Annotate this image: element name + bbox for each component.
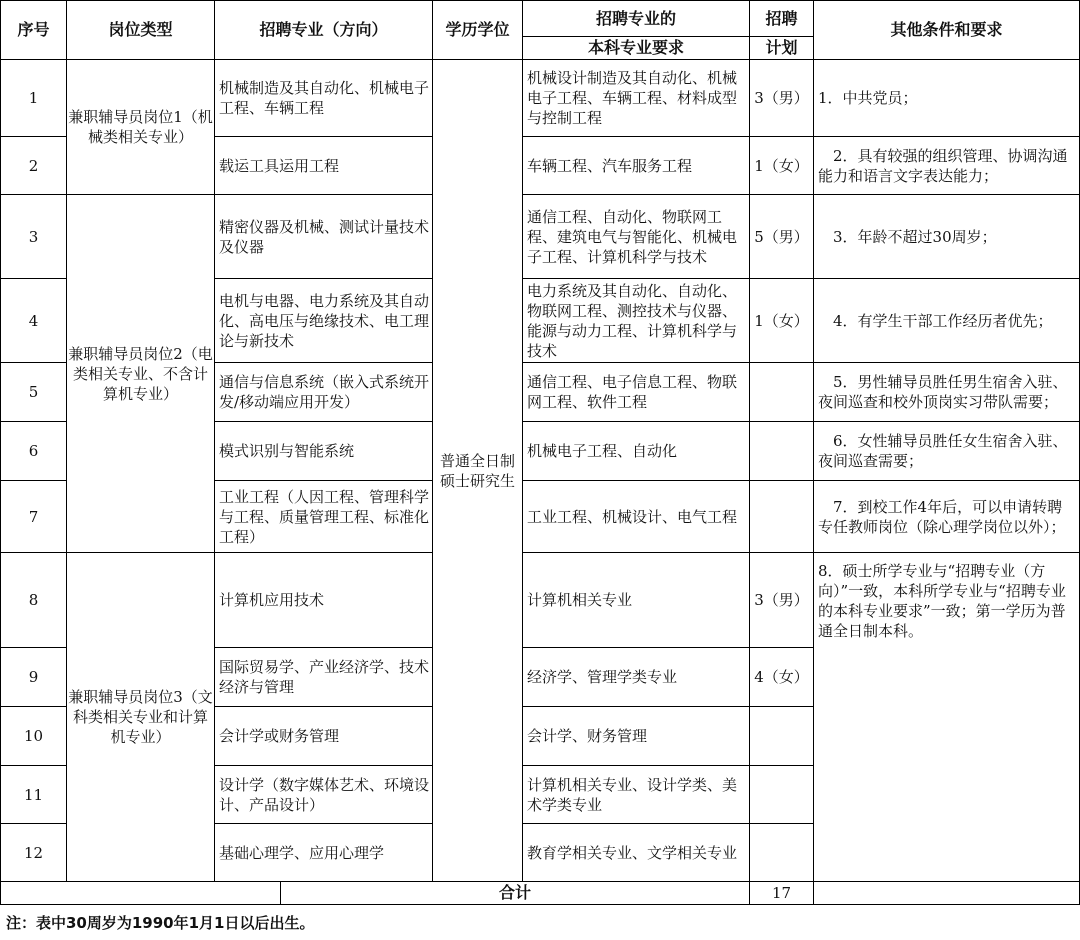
row-undergrad: 机械设计制造及其自动化、机械电子工程、车辆工程、材料成型与控制工程 (523, 60, 750, 137)
header-degree: 学历学位 (433, 1, 523, 60)
condition-item: 5．男性辅导员胜任男生宿舍入驻、夜间巡查和校外顶岗实习带队需要； (814, 363, 1080, 422)
plan-cell: 1（女） (750, 279, 814, 363)
plan-cell: 4（女） (750, 648, 814, 707)
row-seq: 3 (1, 195, 67, 279)
row-major: 载运工具运用工程 (215, 137, 433, 195)
row-major: 电机与电器、电力系统及其自动化、高电压与绝缘技术、电工理论与新技术 (215, 279, 433, 363)
row-major: 基础心理学、应用心理学 (215, 824, 433, 882)
plan-cell (750, 766, 814, 824)
header-undergrad-line1: 招聘专业的 (523, 1, 750, 37)
row-seq: 7 (1, 481, 67, 553)
post-type-1: 兼职辅导员岗位1（机械类相关专业） (67, 60, 215, 195)
row-undergrad: 会计学、财务管理 (523, 707, 750, 766)
row-seq: 9 (1, 648, 67, 707)
row-major: 模式识别与智能系统 (215, 422, 433, 481)
total-blank (1, 882, 281, 905)
total-blank (814, 882, 1080, 905)
total-value: 17 (750, 882, 814, 905)
condition-item: 3．年龄不超过30周岁； (814, 195, 1080, 279)
condition-item: 4．有学生干部工作经历者优先； (814, 279, 1080, 363)
header-other: 其他条件和要求 (814, 1, 1080, 60)
condition-item: 2．具有较强的组织管理、协调沟通能力和语言文字表达能力； (814, 137, 1080, 195)
plan-cell (750, 824, 814, 882)
row-undergrad: 经济学、管理学类专业 (523, 648, 750, 707)
condition-item: 6．女性辅导员胜任女生宿舍入驻、夜间巡查需要； (814, 422, 1080, 481)
row-undergrad: 机械电子工程、自动化 (523, 422, 750, 481)
row-major: 设计学（数字媒体艺术、环境设计、产品设计） (215, 766, 433, 824)
plan-cell (750, 481, 814, 553)
plan-cell (750, 422, 814, 481)
header-plan-line2: 计划 (750, 37, 814, 60)
total-label: 合计 (281, 882, 750, 905)
row-seq: 10 (1, 707, 67, 766)
row-major: 通信与信息系统（嵌入式系统开发/移动端应用开发） (215, 363, 433, 422)
row-major: 计算机应用技术 (215, 553, 433, 648)
condition-item: 7．到校工作4年后，可以申请转聘专任教师岗位（除心理学岗位以外）； (814, 481, 1080, 553)
plan-cell (750, 363, 814, 422)
row-undergrad: 教育学相关专业、文学相关专业 (523, 824, 750, 882)
post-type-2: 兼职辅导员岗位2（电类相关专业、不含计算机专业） (67, 195, 215, 553)
row-major: 工业工程（人因工程、管理科学与工程、质量管理工程、标准化工程） (215, 481, 433, 553)
row-undergrad: 车辆工程、汽车服务工程 (523, 137, 750, 195)
degree-value: 普通全日制硕士研究生 (433, 60, 523, 882)
row-seq: 6 (1, 422, 67, 481)
row-seq: 8 (1, 553, 67, 648)
row-seq: 2 (1, 137, 67, 195)
row-major: 精密仪器及机械、测试计量技术及仪器 (215, 195, 433, 279)
row-seq: 12 (1, 824, 67, 882)
row-major: 国际贸易学、产业经济学、技术经济与管理 (215, 648, 433, 707)
row-undergrad: 通信工程、电子信息工程、物联网工程、软件工程 (523, 363, 750, 422)
plan-cell: 3（男） (750, 60, 814, 137)
condition-item: 1．中共党员； (814, 60, 1080, 137)
row-undergrad: 通信工程、自动化、物联网工程、建筑电气与智能化、机械电子工程、计算机科学与技术 (523, 195, 750, 279)
row-seq: 1 (1, 60, 67, 137)
row-undergrad: 电力系统及其自动化、自动化、物联网工程、测控技术与仪器、能源与动力工程、计算机科学与技术 (523, 279, 750, 363)
condition-item: 8．硕士所学专业与“招聘专业（方向）”一致，本科所学专业与“招聘专业的本科专业要求”一致；第一学历为普通全日制本科。 (814, 553, 1080, 882)
row-major: 机械制造及其自动化、机械电子工程、车辆工程 (215, 60, 433, 137)
row-seq: 4 (1, 279, 67, 363)
header-major: 招聘专业（方向） (215, 1, 433, 60)
footnote: 注：表中30周岁为1990年1月1日以后出生。 (6, 914, 315, 932)
header-post-type: 岗位类型 (67, 1, 215, 60)
row-major: 会计学或财务管理 (215, 707, 433, 766)
row-seq: 5 (1, 363, 67, 422)
plan-cell: 3（男） (750, 553, 814, 648)
header-plan-line1: 招聘 (750, 1, 814, 37)
row-undergrad: 工业工程、机械设计、电气工程 (523, 481, 750, 553)
header-undergrad-line2: 本科专业要求 (523, 37, 750, 60)
row-seq: 11 (1, 766, 67, 824)
plan-cell: 1（女） (750, 137, 814, 195)
row-undergrad: 计算机相关专业 (523, 553, 750, 648)
plan-cell (750, 707, 814, 766)
plan-cell: 5（男） (750, 195, 814, 279)
row-undergrad: 计算机相关专业、设计学类、美术学类专业 (523, 766, 750, 824)
post-type-3: 兼职辅导员岗位3（文科类相关专业和计算机专业） (67, 553, 215, 882)
header-seq: 序号 (1, 1, 67, 60)
